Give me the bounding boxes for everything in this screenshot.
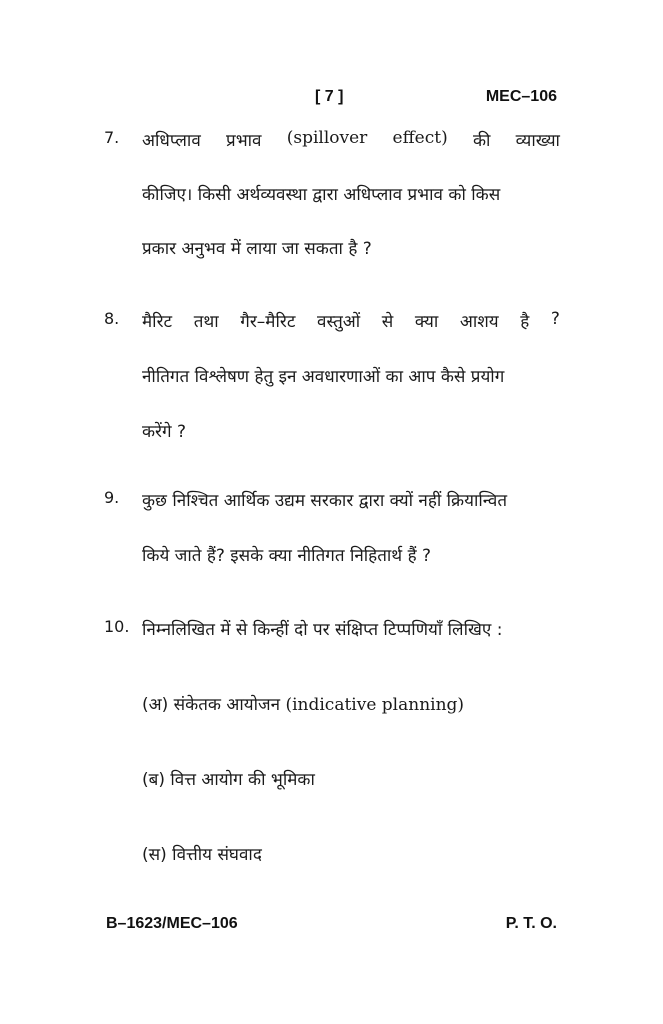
question-line: प्रकार अनुभव में लाया जा सकता है ? [142, 239, 372, 259]
question-number: 10. [104, 617, 130, 636]
question-line: अधिप्लाव प्रभाव (spillover effect) की व्याख्या [142, 128, 560, 151]
sub-item-label: (स) [142, 845, 167, 865]
sub-item-label: (अ) [142, 695, 169, 715]
please-turn-over: P. T. O. [505, 915, 557, 932]
sub-item-c [142, 842, 262, 865]
question-line: कुछ निश्चित आर्थिक उद्यम सरकार द्वारा क्यों नहीं क्रियान्वित [142, 491, 508, 511]
question-line: मैरिट तथा गैर–मैरिट वस्तुओं से क्या आशय है ? [142, 309, 560, 332]
sub-item-b [142, 767, 315, 790]
sub-item-text-english: (indicative planning) [285, 695, 465, 715]
question-line: नीतिगत विश्लेषण हेतु इन अवधारणाओं का आप कैसे प्रयोग [142, 367, 505, 387]
sub-item-text: वित्त आयोग की भूमिका [170, 770, 315, 790]
sub-item-text: वित्तीय संघवाद [172, 845, 262, 865]
question-line: कीजिए। किसी अर्थव्यवस्था द्वारा अधिप्लाव प्रभाव को किस [142, 185, 501, 205]
question-number: 8. [104, 309, 120, 328]
question-number: 7. [104, 128, 120, 147]
question-number: 9. [104, 488, 120, 507]
sub-item-a [142, 692, 464, 715]
page-number: [ 7 ] [315, 88, 344, 105]
sub-item-label: (ब) [142, 770, 165, 790]
sub-item-text: संकेतक आयोजन [173, 695, 281, 715]
question-line: निम्नलिखित में से किन्हीं दो पर संक्षिप्त टिप्पणियाँ लिखिए : [142, 620, 503, 640]
paper-code: B–1623/MEC–106 [106, 915, 238, 932]
question-line: करेंगे ? [142, 422, 187, 442]
question-line: किये जाते हैं? इसके क्या नीतिगत निहितार्थ हैं ? [142, 546, 432, 566]
course-code: MEC–106 [485, 88, 557, 105]
